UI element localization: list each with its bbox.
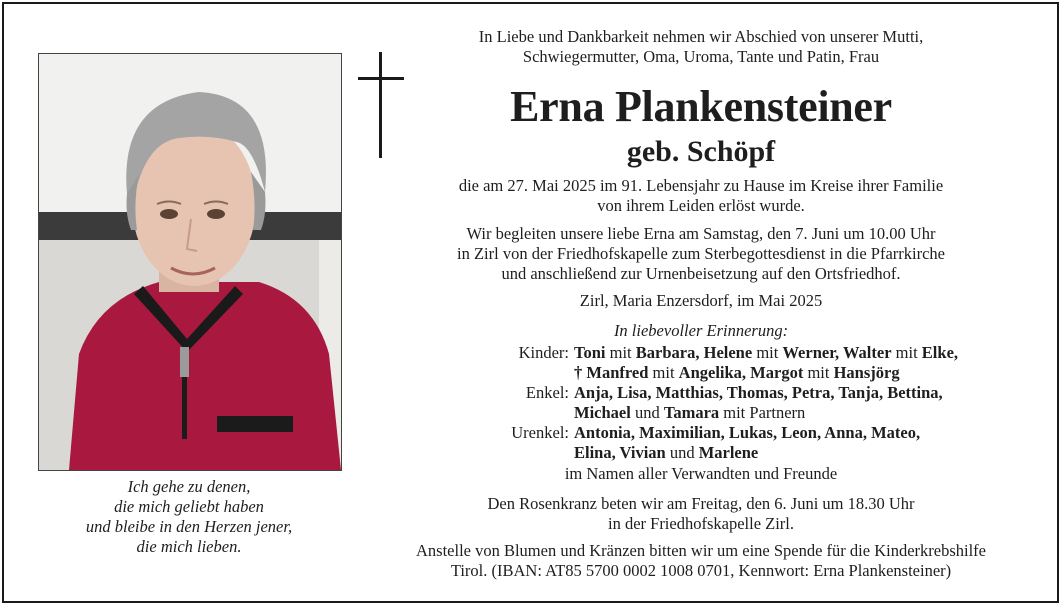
family-row-grandchildren (478, 383, 958, 403)
funeral-line: und anschließend zur Urnenbeisetzung auf den Ortsfriedhof. (501, 264, 901, 283)
family-connector: mit (752, 343, 783, 362)
memory-heading: In liebevoller Erinnerung: (613, 321, 789, 340)
rosary-line: in der Friedhofskapelle Zirl. (607, 514, 795, 533)
family-connector: und (665, 443, 699, 462)
intro-line: Schwiegermutter, Oma, Uroma, Tante und Patin, Frau (522, 47, 880, 66)
rosary-line: Den Rosenkranz beten wir am Freitag, den 6. Juni um 18.30 Uhr (487, 494, 915, 513)
poem-line: die mich geliebt haben (114, 497, 264, 516)
donation-line: Tirol. (IBAN: AT85 5700 0002 1008 0701, Kennwort: Erna Plankensteiner) (450, 561, 952, 580)
funeral-text (380, 224, 1022, 284)
birth-name: geb. Schöpf (626, 135, 776, 168)
death-text (380, 176, 1022, 216)
family-connector: mit (803, 363, 834, 382)
funeral-line: in Zirl von der Friedhofskapelle zum Sterbegottesdienst in die Pfarrkirche (457, 244, 945, 263)
death-line: von ihrem Leiden erlöst wurde. (597, 196, 805, 215)
grandchildren-names (574, 403, 805, 423)
children-names (574, 343, 958, 363)
donation-text (370, 541, 1032, 581)
family-row-grandchildren-cont (478, 403, 958, 423)
family-name: Tamara (663, 403, 720, 422)
poem-line: die mich lieben. (136, 537, 242, 556)
poem-line: und bleibe in den Herzen jener, (85, 517, 293, 536)
family-name: Michael (574, 403, 631, 422)
great-grandchildren-names (574, 443, 758, 463)
grandchildren-label: Enkel: (525, 383, 569, 402)
family-row-children (478, 343, 958, 363)
donation-line: Anstelle von Blumen und Kränzen bitten wir um eine Spende für die Kinderkrebshilfe (415, 541, 986, 560)
children-names (574, 363, 900, 383)
place-date: Zirl, Maria Enzersdorf, im Mai 2025 (579, 291, 823, 310)
poem-line: Ich gehe zu denen, (127, 477, 251, 496)
portrait-photo (38, 53, 342, 471)
great-grandchildren-label: Urenkel: (511, 423, 569, 442)
great-grandchildren-names (574, 423, 920, 443)
family-name: Elke, (921, 343, 959, 362)
family-name: Anja, Lisa, Matthias, Thomas, Petra, Tanja, Bettina, (574, 383, 943, 402)
memorial-poem (38, 477, 340, 557)
children-label: Kinder: (518, 343, 569, 362)
family-connector: mit (605, 343, 636, 362)
family-connector: und (630, 403, 664, 422)
family-row-children-cont (478, 363, 958, 383)
relatives-line: im Namen aller Verwandten und Freunde (564, 464, 838, 483)
intro-text (380, 27, 1022, 67)
family-name: † Manfred (574, 363, 649, 382)
family-name: Werner, Walter (782, 343, 892, 362)
family-row-great-grandchildren-cont (478, 443, 958, 463)
family-row-great-grandchildren (478, 423, 958, 443)
family-name: Hansjörg (833, 363, 900, 382)
funeral-line: Wir begleiten unsere liebe Erna am Samstag, den 7. Juni um 10.00 Uhr (466, 224, 936, 243)
grandchildren-names (574, 383, 943, 403)
family-connector: mit (891, 343, 922, 362)
family-name: Barbara, Helene (635, 343, 753, 362)
death-line: die am 27. Mai 2025 im 91. Lebensjahr zu Hause im Kreise ihrer Familie (458, 176, 944, 195)
rosary-text (380, 494, 1022, 534)
family-connector: mit Partnern (719, 403, 806, 422)
intro-line: In Liebe und Dankbarkeit nehmen wir Abschied von unserer Mutti, (478, 27, 924, 46)
family-name: Angelika, Margot (678, 363, 804, 382)
deceased-name: Erna Plankensteiner (510, 82, 892, 131)
family-connector: mit (648, 363, 679, 382)
family-name: Marlene (698, 443, 759, 462)
family-name: Elina, Vivian (574, 443, 666, 462)
family-name: Toni (574, 343, 606, 362)
family-name: Antonia, Maximilian, Lukas, Leon, Anna, Mateo, (574, 423, 921, 442)
family-list (478, 343, 958, 463)
